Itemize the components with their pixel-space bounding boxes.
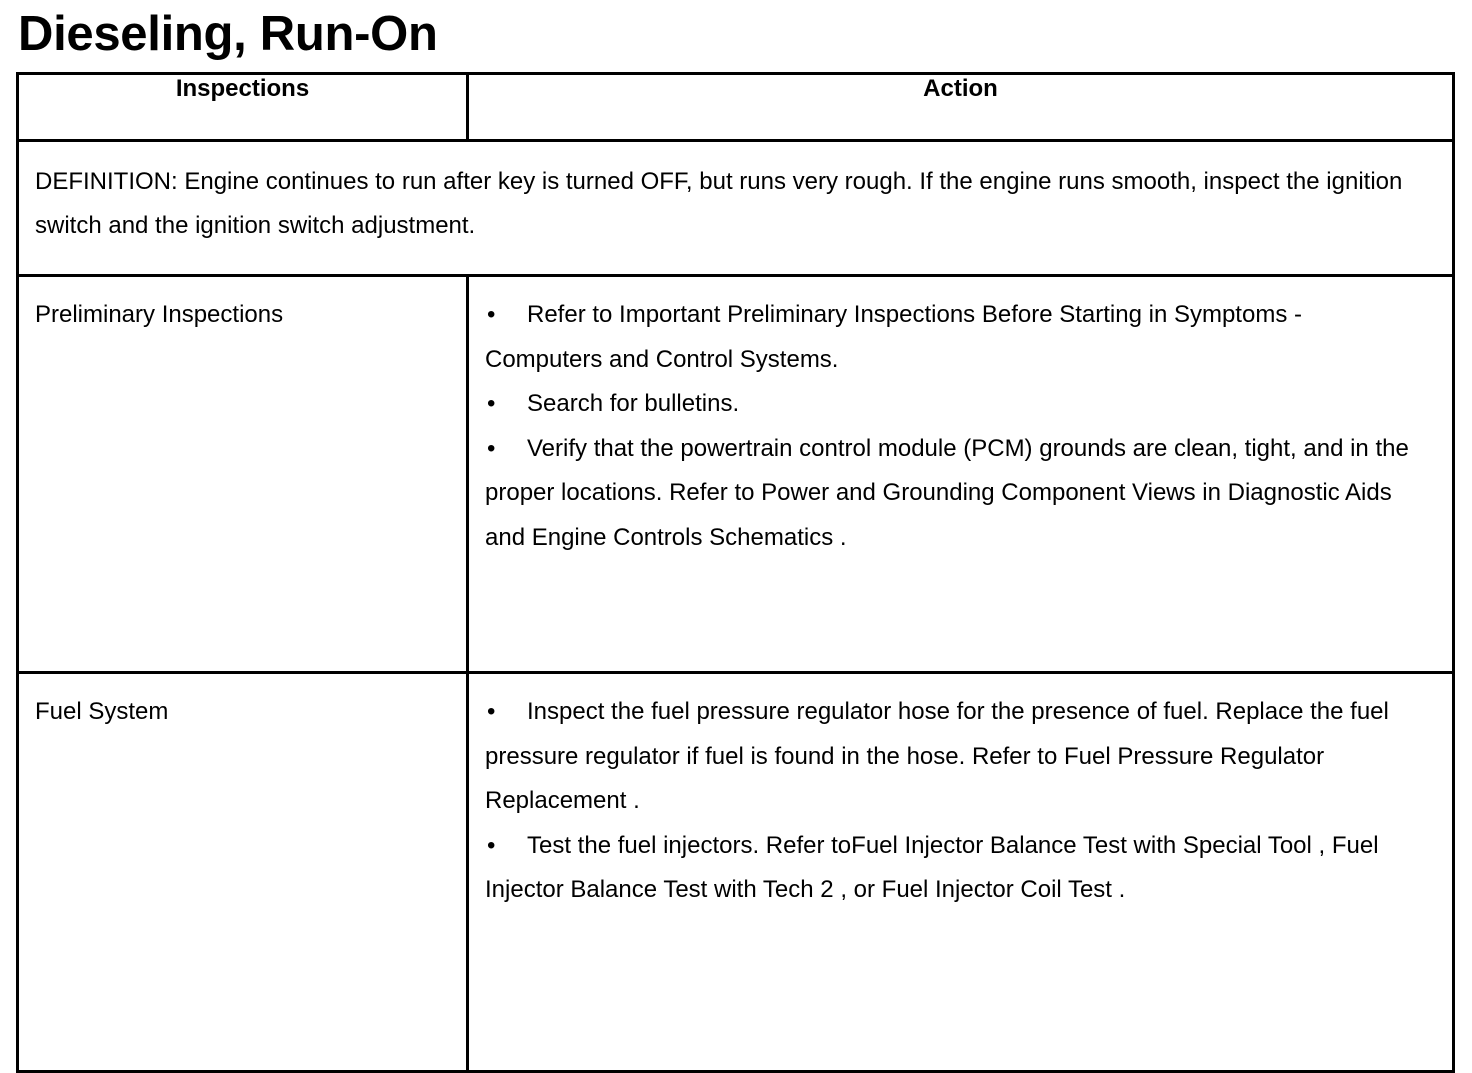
table-row [18, 276, 1454, 673]
bullet-icon: • [487, 434, 496, 462]
definition-row [18, 141, 1454, 276]
action-item [485, 690, 1412, 824]
page-title: Dieseling, Run-On [18, 7, 438, 61]
action-item [485, 824, 1412, 913]
action-item [485, 382, 1412, 427]
action-item-text: Test the fuel injectors. Refer toFuel Injector Balance Test with Special Tool , Fuel Injector Balance Test with Tech 2 , or Fuel Injector Coil Test . [485, 831, 1379, 903]
action-item-text: Verify that the powertrain control module (PCM) grounds are clean, tight, and in the proper locations. Refer to Power and Grounding Component Views in Diagnostic Aids and Engine Controls Schematics . [485, 434, 1409, 551]
bullet-icon: • [487, 831, 496, 859]
row-actions-preliminary-inspections [468, 276, 1454, 673]
action-item-text: Refer to Important Preliminary Inspections Before Starting in Symptoms - Computers and Control Systems. [485, 301, 1302, 373]
diagnostic-table [16, 72, 1455, 1073]
header-action: Action [468, 74, 1454, 141]
row-actions-fuel-system [468, 673, 1454, 1072]
table-header-row [18, 74, 1454, 141]
action-item-text: Inspect the fuel pressure regulator hose for the presence of fuel. Replace the fuel pressure regulator if fuel is found in the hose. Refer to Fuel Pressure Regulator Replacement . [485, 698, 1389, 814]
action-item [485, 427, 1412, 561]
bullet-icon: • [487, 301, 496, 328]
action-item-text: Search for bulletins. [527, 390, 740, 417]
bullet-icon: • [487, 698, 496, 725]
header-inspections: Inspections [18, 74, 468, 141]
row-label-preliminary-inspections: Preliminary Inspections [18, 276, 468, 673]
action-item [485, 293, 1412, 382]
bullet-icon: • [487, 390, 496, 417]
row-label-fuel-system: Fuel System [18, 673, 468, 1072]
table-row [18, 673, 1454, 1072]
definition-text: DEFINITION: Engine continues to run after key is turned OFF, but runs very rough. If the engine runs smooth, inspect the ignition switch and the ignition switch adjustment. [18, 141, 1454, 276]
